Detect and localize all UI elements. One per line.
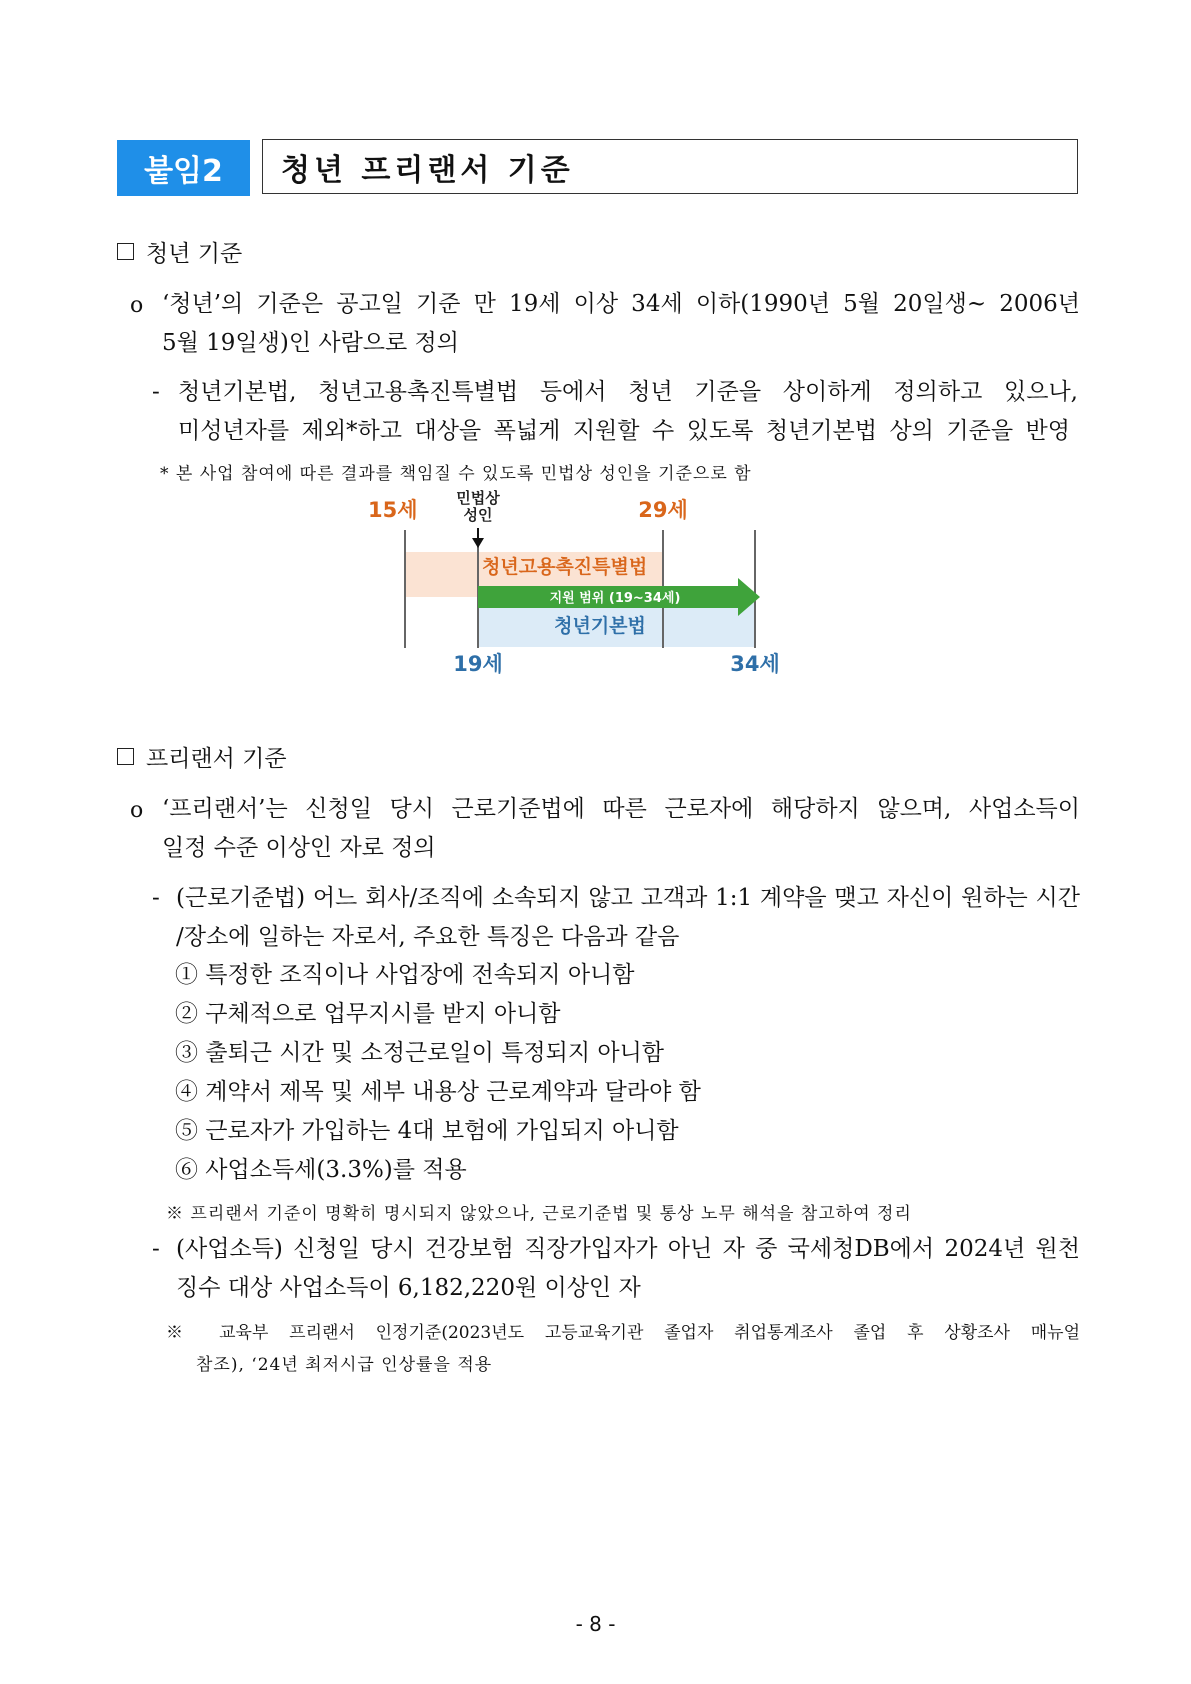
- label-civil-adult-1: 민법상: [456, 490, 500, 507]
- label-age-34: 34세: [730, 652, 780, 676]
- youth-footnote: * 본 사업 참여에 따른 결과를 책임질 수 있도록 민법상 성인을 기준으로 함: [160, 464, 752, 484]
- youth-definition-line1: ‘청년’의 기준은 공고일 기준 만 19세 이상 34세 이하(1990년 5월 20일생~ 2006년: [162, 291, 1080, 317]
- checkbox-icon: [117, 243, 134, 260]
- feature-item-6: ⑥ 사업소득세(3.3%)를 적용: [175, 1157, 467, 1183]
- feature-item-5: ⑤ 근로자가 가입하는 4대 보험에 가입되지 아니함: [175, 1118, 679, 1144]
- business-income-line1: (사업소득) 신청일 당시 건강보험 직장가입자가 아닌 자 중 국세청DB에서 2024년 원천: [176, 1236, 1080, 1262]
- feature-item-2: ② 구체적으로 업무지시를 받지 아니함: [175, 1001, 561, 1027]
- feature-item-3: ③ 출퇴근 시간 및 소정근로일이 특정되지 아니함: [175, 1040, 665, 1066]
- age-range-diagram: [360, 490, 820, 680]
- label-youth-basic-act: 청년기본법: [554, 615, 646, 637]
- dash-marker: -: [152, 1236, 160, 1262]
- freelancer-note-2-line2: 참조), ‘24년 최저시급 인상률을 적용: [196, 1355, 493, 1375]
- label-age-29: 29세: [638, 498, 688, 522]
- dash-marker: -: [152, 885, 160, 911]
- freelancer-note-1: ※ 프리랜서 기준이 명확히 명시되지 않았으나, 근로기준법 및 통상 노무 해석을 참고하여 정리: [166, 1204, 912, 1224]
- section-youth-title: 청년 기준: [146, 241, 243, 267]
- arrow-down-icon: [472, 538, 484, 548]
- bullet-icon: o: [130, 293, 144, 318]
- business-income-line2: 징수 대상 사업소득이 6,182,220원 이상인 자: [176, 1275, 641, 1301]
- checkbox-icon: [117, 748, 134, 765]
- youth-sub-line2: 미성년자를 제외*하고 대상을 폭넓게 지원할 수 있도록 청년기본법 상의 기준을 반영: [178, 418, 1070, 444]
- page-title: 청년 프리랜서 기준: [262, 139, 1078, 194]
- label-civil-adult-2: 성인: [463, 506, 493, 524]
- label-support-range: 지원 범위 (19~34세): [549, 591, 681, 606]
- label-youth-employment-act: 청년고용촉진특별법: [482, 556, 648, 578]
- labor-law-line1: (근로기준법) 어느 회사/조직에 소속되지 않고 고객과 1:1 계약을 맺고 자신이 원하는 시간: [176, 885, 1080, 911]
- youth-definition-line2: 5월 19일생)인 사람으로 정의: [162, 330, 459, 356]
- youth-sub-line1: 청년기본법, 청년고용촉진특별법 등에서 청년 기준을 상이하게 정의하고 있으나,: [178, 379, 1078, 405]
- feature-item-4: ④ 계약서 제목 및 세부 내용상 근로계약과 달라야 함: [175, 1079, 701, 1105]
- attachment-tag: 붙임2: [117, 140, 250, 196]
- feature-item-1: ① 특정한 조직이나 사업장에 전속되지 아니함: [175, 962, 635, 988]
- freelancer-note-2-line1: ※ 교육부 프리랜서 인정기준(2023년도 고등교육기관 졸업자 취업통계조사 졸업 후 상황조사 매뉴얼: [166, 1323, 1080, 1343]
- section-freelancer-title: 프리랜서 기준: [146, 746, 287, 772]
- dash-marker: -: [152, 379, 160, 405]
- label-age-19: 19세: [453, 652, 503, 676]
- bullet-icon: o: [130, 798, 144, 823]
- freelancer-definition-line2: 일정 수준 이상인 자로 정의: [162, 835, 436, 861]
- labor-law-line2: /장소에 일하는 자로서, 주요한 특징은 다음과 같음: [176, 924, 680, 950]
- page-number: - 8 -: [575, 1612, 616, 1636]
- section-freelancer-heading: [117, 740, 287, 773]
- freelancer-definition-line1: ‘프리랜서’는 신청일 당시 근로기준법에 따른 근로자에 해당하지 않으며, 사업소득이: [162, 796, 1080, 822]
- section-youth-heading: [117, 235, 242, 268]
- label-age-15: 15세: [368, 498, 418, 522]
